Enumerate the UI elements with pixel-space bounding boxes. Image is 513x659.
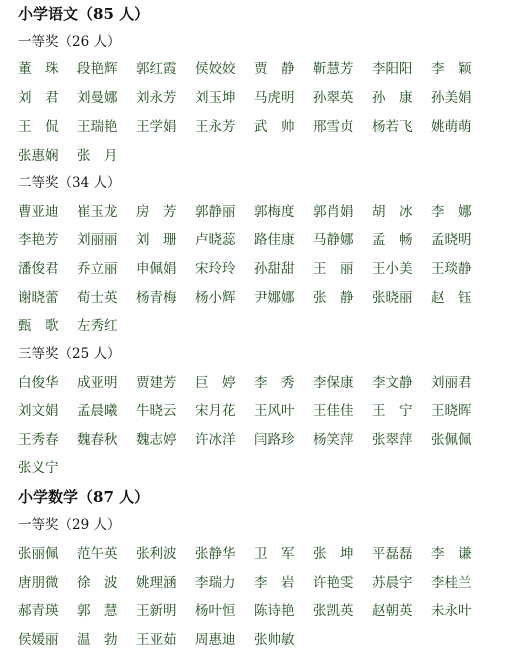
name-row xyxy=(18,117,490,137)
winner-name: 邢雪贞 xyxy=(313,119,354,135)
name-row xyxy=(18,259,490,279)
winner-name: 潘俊君 xyxy=(18,261,59,277)
winner-name: 宋玲玲 xyxy=(195,261,236,277)
winner-name: 王 侃 xyxy=(18,119,59,135)
name-row xyxy=(18,316,136,336)
winner-name: 张 坤 xyxy=(313,546,354,562)
subject-heading: 小学语文（85 人） xyxy=(18,5,150,23)
winner-name: 成亚明 xyxy=(77,375,118,391)
winner-name: 巨 婷 xyxy=(195,375,236,391)
winner-name: 郭肖娟 xyxy=(313,204,354,220)
winner-name: 刘文娟 xyxy=(18,403,59,419)
winner-name: 郭梅度 xyxy=(254,204,295,220)
winner-name: 王风叶 xyxy=(254,403,295,419)
winner-name: 温 勃 xyxy=(77,632,118,648)
winner-name: 卢晓蕊 xyxy=(195,232,236,248)
winner-name: 杨笑萍 xyxy=(313,432,354,448)
winner-name: 尹娜娜 xyxy=(254,290,295,306)
winner-name: 郭 慧 xyxy=(77,603,118,619)
winner-name: 谢晓蕾 xyxy=(18,290,59,306)
winner-name: 刘丽君 xyxy=(431,375,472,391)
winner-name: 孙甜甜 xyxy=(254,261,295,277)
winner-name: 孙翠英 xyxy=(313,90,354,106)
winner-name: 孙美娟 xyxy=(431,90,472,106)
name-row xyxy=(18,573,490,593)
winner-name: 卫 军 xyxy=(254,546,295,562)
winner-name: 董 珠 xyxy=(18,61,59,77)
winner-name: 靳慧芳 xyxy=(313,61,354,77)
name-row xyxy=(18,88,490,108)
winner-name: 王小美 xyxy=(372,261,413,277)
winner-name: 张翠萍 xyxy=(372,432,413,448)
winner-name: 李瑞力 xyxy=(195,575,236,591)
winner-name: 赵 钰 xyxy=(431,290,472,306)
winner-name: 乔立丽 xyxy=(77,261,118,277)
winner-name: 贾 静 xyxy=(254,61,295,77)
winner-name: 苏晨宇 xyxy=(372,575,413,591)
winner-name: 王新明 xyxy=(136,603,177,619)
winner-name: 王秀春 xyxy=(18,432,59,448)
winner-name: 闫路珍 xyxy=(254,432,295,448)
winner-name: 李 谦 xyxy=(431,546,472,562)
winner-name: 宋月花 xyxy=(195,403,236,419)
subject-heading: 小学数学（87 人） xyxy=(18,488,150,506)
winner-name: 许冰洋 xyxy=(195,432,236,448)
winner-name: 王瑞艳 xyxy=(77,119,118,135)
winner-name: 李文静 xyxy=(372,375,413,391)
name-row xyxy=(18,630,313,650)
winner-name: 张丽佩 xyxy=(18,546,59,562)
winner-name: 张静华 xyxy=(195,546,236,562)
winner-name: 侯媛丽 xyxy=(18,632,59,648)
winner-name: 马静娜 xyxy=(313,232,354,248)
winner-name: 李保康 xyxy=(313,375,354,391)
winner-name: 范午英 xyxy=(77,546,118,562)
winner-name: 郝青瑛 xyxy=(18,603,59,619)
winner-name: 王 宁 xyxy=(372,403,413,419)
winner-name: 刘丽丽 xyxy=(77,232,118,248)
winner-name: 荀士英 xyxy=(77,290,118,306)
winner-name: 李 秀 xyxy=(254,375,295,391)
winner-name: 张凯英 xyxy=(313,603,354,619)
award-level: 一等奖（29 人） xyxy=(18,517,121,533)
winner-name: 李艳芳 xyxy=(18,232,59,248)
name-row xyxy=(18,146,136,166)
name-row xyxy=(18,59,490,79)
winner-name: 孟晨曦 xyxy=(77,403,118,419)
winner-name: 刘玉坤 xyxy=(195,90,236,106)
winner-name: 李 颖 xyxy=(431,61,472,77)
winner-name: 张佩佩 xyxy=(431,432,472,448)
winner-name: 张帅敏 xyxy=(254,632,295,648)
name-row xyxy=(18,544,490,564)
winner-name: 赵朝英 xyxy=(372,603,413,619)
winner-name: 孟 畅 xyxy=(372,232,413,248)
winner-name: 路佳康 xyxy=(254,232,295,248)
winner-name: 贾建芳 xyxy=(136,375,177,391)
winner-name: 王佳佳 xyxy=(313,403,354,419)
winner-name: 唐朋微 xyxy=(18,575,59,591)
winner-name: 李桂兰 xyxy=(431,575,472,591)
winner-name: 张 静 xyxy=(313,290,354,306)
winner-name: 郭红霞 xyxy=(136,61,177,77)
winner-name: 刘永芳 xyxy=(136,90,177,106)
winner-name: 左秀红 xyxy=(77,318,118,334)
winner-name: 张利波 xyxy=(136,546,177,562)
name-row xyxy=(18,601,490,621)
winner-name: 郭静丽 xyxy=(195,204,236,220)
winner-name: 杨青梅 xyxy=(136,290,177,306)
winner-name: 周惠迪 xyxy=(195,632,236,648)
winner-name: 武 帅 xyxy=(254,119,295,135)
winner-name: 王晓晖 xyxy=(431,403,472,419)
winner-name: 张惠娴 xyxy=(18,148,59,164)
winner-name: 魏志婷 xyxy=(136,432,177,448)
winner-name: 崔玉龙 xyxy=(77,204,118,220)
winner-name: 马虎明 xyxy=(254,90,295,106)
winner-name: 甄 歌 xyxy=(18,318,59,334)
winner-name: 段艳辉 xyxy=(77,61,118,77)
winner-name: 刘 珊 xyxy=(136,232,177,248)
winner-name: 许艳雯 xyxy=(313,575,354,591)
winner-name: 李 娜 xyxy=(431,204,472,220)
winner-name: 杨叶恒 xyxy=(195,603,236,619)
winner-name: 曹亚迪 xyxy=(18,204,59,220)
winner-name: 王永芳 xyxy=(195,119,236,135)
winner-name: 王亚茹 xyxy=(136,632,177,648)
winner-name: 姚理涵 xyxy=(136,575,177,591)
winner-name: 杨小辉 xyxy=(195,290,236,306)
award-level: 二等奖（34 人） xyxy=(18,175,121,191)
name-row xyxy=(18,401,490,421)
winner-name: 王 丽 xyxy=(313,261,354,277)
winner-name: 侯姣姣 xyxy=(195,61,236,77)
name-row xyxy=(18,430,490,450)
winner-name: 白俊华 xyxy=(18,375,59,391)
winner-name: 杨若飞 xyxy=(372,119,413,135)
name-row xyxy=(18,288,490,308)
winner-name: 王学娟 xyxy=(136,119,177,135)
winner-name: 姚萌萌 xyxy=(431,119,472,135)
winner-name: 刘 君 xyxy=(18,90,59,106)
winner-name: 房 芳 xyxy=(136,204,177,220)
name-row xyxy=(18,458,77,478)
winner-name: 王琰静 xyxy=(431,261,472,277)
award-level: 三等奖（25 人） xyxy=(18,346,121,362)
winner-name: 孙 康 xyxy=(372,90,413,106)
name-row xyxy=(18,230,490,250)
winner-name: 李阳阳 xyxy=(372,61,413,77)
winner-name: 未永叶 xyxy=(431,603,472,619)
winner-name: 孟晓明 xyxy=(431,232,472,248)
winner-name: 李 岩 xyxy=(254,575,295,591)
winner-name: 张晓丽 xyxy=(372,290,413,306)
winner-name: 张 月 xyxy=(77,148,118,164)
winner-name: 牛晓云 xyxy=(136,403,177,419)
winner-name: 平磊磊 xyxy=(372,546,413,562)
winner-name: 徐 波 xyxy=(77,575,118,591)
award-level: 一等奖（26 人） xyxy=(18,34,121,50)
winner-name: 张义宁 xyxy=(18,460,59,476)
winner-name: 胡 冰 xyxy=(372,204,413,220)
name-row xyxy=(18,373,490,393)
name-row xyxy=(18,202,490,222)
winner-name: 刘曼娜 xyxy=(77,90,118,106)
winner-name: 魏春秋 xyxy=(77,432,118,448)
winner-name: 申佩娟 xyxy=(136,261,177,277)
winner-name: 陈诗艳 xyxy=(254,603,295,619)
